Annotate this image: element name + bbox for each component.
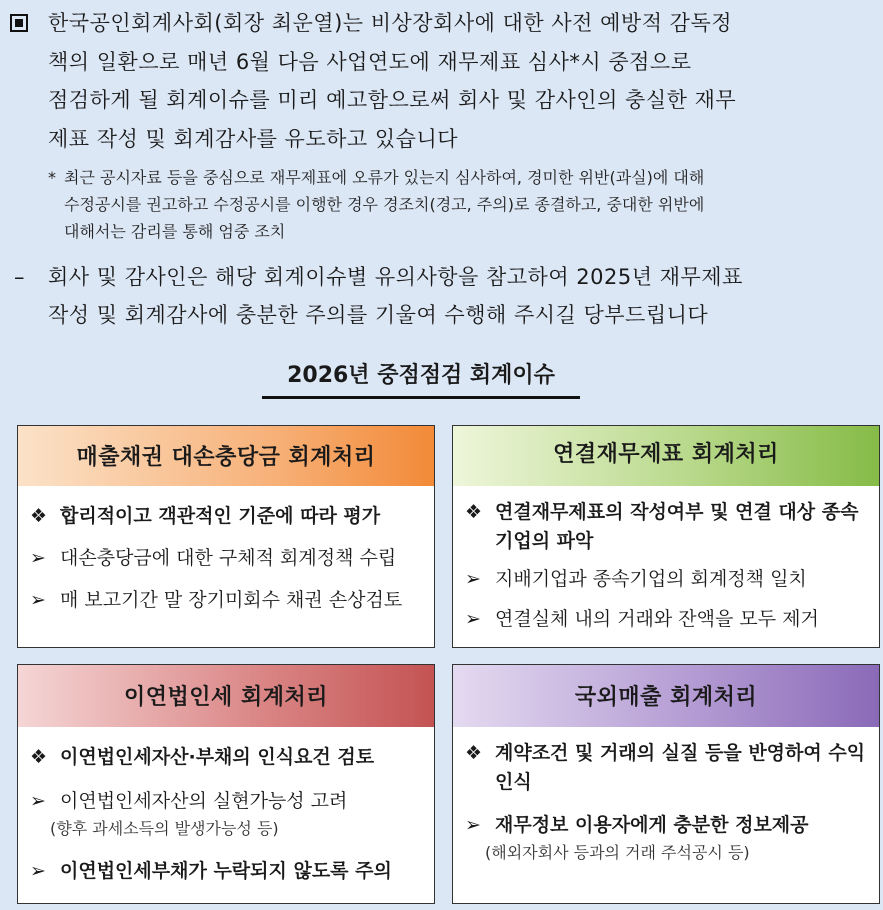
list-item — [465, 564, 869, 594]
list-item — [465, 498, 869, 556]
item-subtext: (향후 과세소득의 발생가능성 등) — [50, 819, 279, 838]
list-item — [465, 739, 869, 797]
intro-line: 한국공인회계사회(회장 최운열)는 비상장회사에 대한 사전 예방적 감독정 — [48, 11, 733, 35]
footnote-marker: * — [48, 168, 56, 187]
footnote-line: 최근 공시자료 등을 중심으로 재무제표에 오류가 있는지 심사하여, 경미한 위반(과실)에 대해 — [64, 168, 705, 187]
consolidated-box — [452, 425, 880, 648]
diamond-bullet-icon: ❖ — [465, 742, 483, 764]
item-text: 이연법인세자산·부채의 인식요건 검토 — [60, 746, 375, 768]
section-title: 2026년 중점점검 회계이슈 — [262, 356, 580, 399]
arrow-bullet-icon: ➢ — [465, 608, 481, 630]
arrow-bullet-icon: ➢ — [465, 814, 481, 836]
item-list — [18, 486, 434, 616]
box-title: 국외매출 회계처리 — [453, 665, 879, 727]
intro-section — [0, 0, 883, 352]
dash-line: 작성 및 회계감사에 충분한 주의를 기울여 수행해 주시길 당부드립니다 — [48, 303, 709, 327]
item-text: 연결실체 내의 거래와 잔액을 모두 제거 — [495, 608, 819, 630]
box-title: 이연법인세 회계처리 — [18, 665, 434, 727]
intro-paragraph — [10, 4, 880, 158]
intro-line: 점검하게 될 회계이슈를 미리 예고함으로써 회사 및 감사인의 충실한 재무 — [48, 88, 737, 112]
intro-line: 책의 일환으로 매년 6월 다음 사업연도에 재무제표 심사*시 중점으로 — [48, 49, 692, 74]
footnote-line: 대해서는 감리를 통해 엄중 조치 — [64, 222, 286, 241]
arrow-bullet-icon: ➢ — [30, 860, 46, 882]
deferred-tax-box — [17, 664, 435, 904]
item-text: 이연법인세부채가 누락되지 않도록 주의 — [60, 860, 392, 882]
diamond-bullet-icon: ❖ — [30, 746, 48, 768]
list-item — [30, 542, 424, 574]
list-item — [30, 855, 424, 887]
dash-marker: – — [14, 265, 25, 289]
arrow-bullet-icon: ➢ — [465, 568, 481, 590]
arrow-bullet-icon: ➢ — [30, 790, 46, 812]
arrow-bullet-icon: ➢ — [30, 589, 46, 611]
item-text: 이연법인세자산의 실현가능성 고려 — [60, 790, 348, 812]
box-title: 매출채권 대손충당금 회계처리 — [18, 426, 434, 486]
item-text: 대손충당금에 대한 구체적 회계정책 수립 — [60, 547, 397, 569]
item-list — [453, 727, 879, 867]
receivables-box — [17, 425, 435, 648]
box-title: 연결재무제표 회계처리 — [453, 426, 879, 486]
square-bullet-icon — [10, 14, 28, 32]
list-item — [30, 584, 424, 616]
list-item — [30, 741, 424, 773]
arrow-bullet-icon: ➢ — [30, 547, 46, 569]
list-item — [465, 811, 869, 867]
item-subtext: (해외자회사 등과의 거래 주석공시 등) — [485, 843, 750, 862]
item-list — [18, 727, 434, 887]
item-list — [453, 486, 879, 634]
item-text: 지배기업과 종속기업의 회계정책 일치 — [495, 568, 807, 590]
item-text: 계약조건 및 거래의 실질 등을 반영하여 수익인식 — [495, 742, 866, 793]
footnote — [48, 164, 880, 245]
list-item — [30, 787, 424, 843]
foreign-sales-box — [452, 664, 880, 904]
diamond-bullet-icon: ❖ — [465, 501, 483, 523]
item-text: 매 보고기간 말 장기미회수 채권 손상검토 — [60, 589, 403, 611]
diamond-bullet-icon: ❖ — [30, 505, 48, 527]
list-item — [465, 604, 869, 634]
item-text: 연결재무제표의 작성여부 및 연결 대상 종속기업의 파악 — [495, 501, 859, 552]
dash-line: 회사 및 감사인은 해당 회계이슈별 유의사항을 참고하여 2025년 재무제표 — [48, 265, 743, 289]
intro-line: 제표 작성 및 회계감사를 유도하고 있습니다 — [48, 126, 459, 151]
item-text: 재무정보 이용자에게 충분한 정보제공 — [495, 814, 809, 836]
dash-paragraph — [14, 258, 880, 334]
item-text: 합리적이고 객관적인 기준에 따라 평가 — [60, 505, 381, 527]
footnote-line: 수정공시를 권고하고 수정공시를 이행한 경우 경조치(경고, 주의)로 종결하고, 중대한 위반에 — [64, 195, 705, 214]
list-item — [30, 500, 424, 532]
